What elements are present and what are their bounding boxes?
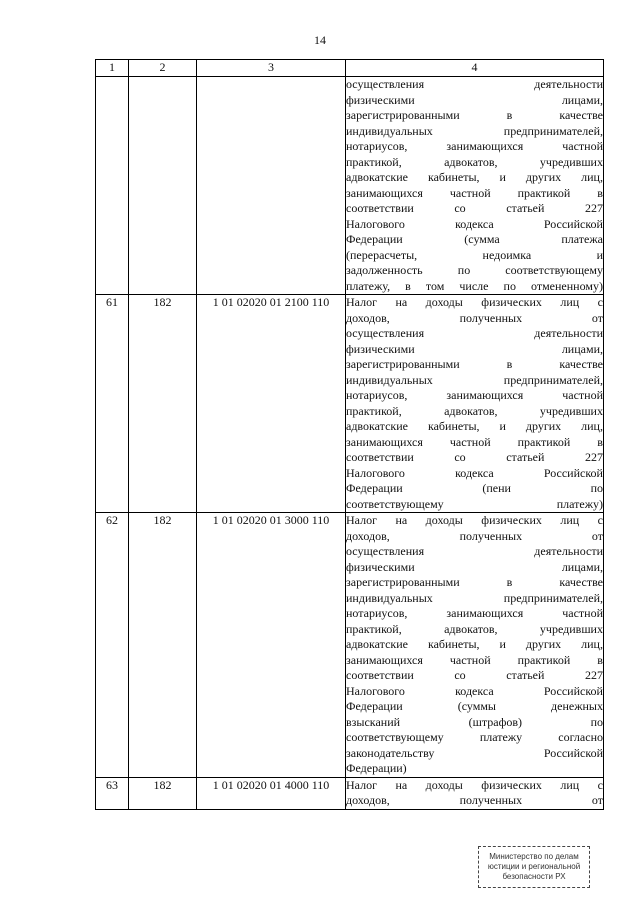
description-word: лиц, xyxy=(581,637,603,651)
stamp-line: безопасности РХ xyxy=(502,872,566,881)
description-word: практикой xyxy=(517,185,571,200)
admin-code xyxy=(129,77,197,295)
description-line xyxy=(346,201,603,217)
description-word: Федерации xyxy=(346,699,403,713)
description-word: зарегистрированными xyxy=(346,108,460,122)
description-line xyxy=(346,793,603,809)
header-col-2: 2 xyxy=(129,60,197,77)
description-word: в xyxy=(597,185,603,200)
description-word: числе xyxy=(459,278,489,293)
description-word: адвокатов, xyxy=(444,403,498,418)
description-word: Российской xyxy=(543,745,603,760)
description-line xyxy=(346,591,603,607)
description-line xyxy=(346,497,603,513)
description-word: частной xyxy=(562,388,603,402)
description-word: зарегистрированными xyxy=(346,357,460,371)
description-line xyxy=(346,357,603,373)
revenue-description xyxy=(346,513,604,778)
description-word: от xyxy=(591,528,603,543)
description-word: качестве xyxy=(559,357,603,371)
description-word: деятельности xyxy=(534,544,603,558)
description-word: доходов, xyxy=(346,793,390,807)
description-line xyxy=(346,295,603,311)
description-word: с xyxy=(597,777,603,792)
description-line xyxy=(346,653,603,669)
description-word: лиц xyxy=(560,513,580,527)
description-word: 227 xyxy=(584,450,603,464)
description-word: нотариусов, xyxy=(346,606,408,620)
description-word: по xyxy=(503,278,516,293)
description-line xyxy=(346,311,603,327)
description-word: том xyxy=(425,278,445,293)
description-word: индивидуальных xyxy=(346,123,433,138)
description-word: и xyxy=(596,247,603,262)
description-word: физических xyxy=(481,513,542,527)
revenue-description xyxy=(346,77,604,295)
description-line xyxy=(346,730,603,746)
description-word: Налогового xyxy=(346,216,405,231)
description-line xyxy=(346,93,603,109)
description-word: практикой, xyxy=(346,154,402,169)
description-word: других xyxy=(525,637,562,651)
stamp-line: юстиции и региональной xyxy=(487,862,581,871)
description-word: занимающихся xyxy=(446,606,524,620)
row-number: 63 xyxy=(96,777,129,809)
description-word: (штрафов) xyxy=(468,714,522,729)
description-word: частной xyxy=(562,606,603,620)
description-word: кабинеты, xyxy=(427,419,480,433)
description-word: лицами, xyxy=(561,341,603,356)
budget-classification-code: 1 01 02020 01 2100 110 xyxy=(197,295,346,513)
description-word: Налог xyxy=(346,295,378,309)
description-word: адвокатские xyxy=(346,419,408,433)
description-word: платежу) xyxy=(556,496,603,511)
description-word: недоимка xyxy=(482,247,532,262)
description-word: (пени xyxy=(482,481,511,495)
description-line xyxy=(346,342,603,358)
revenue-description xyxy=(346,777,604,809)
description-line xyxy=(346,684,603,700)
description-line xyxy=(346,108,603,124)
description-line xyxy=(346,139,603,155)
description-word: от xyxy=(591,310,603,325)
description-word: соответствующему xyxy=(346,496,444,511)
description-word: со xyxy=(454,450,466,464)
description-word: адвокатские xyxy=(346,637,408,651)
description-word: лицами, xyxy=(561,559,603,574)
description-word: кодекса xyxy=(455,465,494,480)
stamp-line: Министерство по делам xyxy=(489,852,579,861)
description-line xyxy=(346,450,603,466)
description-word: физических xyxy=(481,295,542,309)
admin-code: 182 xyxy=(129,295,197,513)
description-word: физических xyxy=(481,777,542,792)
description-word: соответствии xyxy=(346,668,414,682)
description-word: частной xyxy=(562,139,603,153)
description-word: частной xyxy=(449,185,491,200)
description-line xyxy=(346,388,603,404)
budget-classification-code xyxy=(197,77,346,295)
description-word: Федерации xyxy=(346,481,403,495)
description-word: соответствии xyxy=(346,450,414,464)
description-word: в xyxy=(405,278,411,293)
description-word: практикой xyxy=(517,434,571,449)
description-word: 227 xyxy=(584,201,603,215)
description-word: в xyxy=(506,108,513,122)
description-word: доходы xyxy=(425,777,463,792)
description-line xyxy=(346,186,603,202)
description-word: занимающихся xyxy=(446,139,524,153)
description-word: частной xyxy=(449,652,491,667)
table-row xyxy=(96,295,604,513)
description-word: занимающихся xyxy=(346,434,423,449)
description-line xyxy=(346,746,603,762)
description-word: осуществления xyxy=(346,544,425,558)
header-col-3: 3 xyxy=(197,60,346,77)
description-word: адвокатские xyxy=(346,170,408,184)
table-row xyxy=(96,777,604,809)
description-word: платежа xyxy=(561,232,603,246)
description-line xyxy=(346,622,603,638)
description-word: Налогового xyxy=(346,683,405,698)
description-word: практикой, xyxy=(346,621,402,636)
description-word: осуществления xyxy=(346,326,425,340)
description-line xyxy=(346,232,603,248)
description-word: лиц, xyxy=(581,419,603,433)
description-word: от xyxy=(591,793,603,807)
description-line xyxy=(346,715,603,731)
admin-code: 182 xyxy=(129,777,197,809)
description-line xyxy=(346,544,603,560)
description-line xyxy=(346,761,603,777)
description-word: Налогового xyxy=(346,465,405,480)
description-line xyxy=(346,778,603,794)
description-word: Налог xyxy=(346,513,378,527)
description-line xyxy=(346,279,603,295)
description-word: предпринимателей, xyxy=(503,372,603,387)
description-word: практикой, xyxy=(346,403,402,418)
description-word: занимающихся xyxy=(346,652,423,667)
description-line xyxy=(346,668,603,684)
description-word: адвокатов, xyxy=(444,621,498,636)
description-word: согласно xyxy=(558,730,603,744)
row-number: 62 xyxy=(96,513,129,778)
description-word: занимающихся xyxy=(446,388,524,402)
description-word: осуществления xyxy=(346,77,425,91)
description-line xyxy=(346,699,603,715)
header-col-1: 1 xyxy=(96,60,129,77)
description-line xyxy=(346,263,603,279)
description-word: Российской xyxy=(543,216,603,231)
description-word: деятельности xyxy=(534,77,603,91)
description-word: 227 xyxy=(584,668,603,682)
description-word: (суммы xyxy=(457,699,496,713)
description-word: на xyxy=(395,777,408,792)
description-word: доходов, xyxy=(346,528,390,543)
description-word: платежу xyxy=(479,730,523,744)
description-word: отмененному) xyxy=(530,278,603,293)
description-word: полученных xyxy=(459,310,523,325)
description-word: и xyxy=(499,170,506,184)
description-word: лиц, xyxy=(581,170,603,184)
description-word: на xyxy=(395,295,408,309)
description-word: предпринимателей, xyxy=(503,123,603,138)
description-word: физическими xyxy=(346,92,415,107)
description-word: предпринимателей, xyxy=(503,590,603,605)
description-line xyxy=(346,217,603,233)
description-word: физическими xyxy=(346,341,415,356)
description-word: лицами, xyxy=(561,92,603,107)
description-word: адвокатов, xyxy=(444,154,498,169)
description-line xyxy=(346,170,603,186)
table-header-row xyxy=(96,60,604,77)
description-word: полученных xyxy=(459,793,523,807)
description-word: Налог xyxy=(346,777,378,792)
description-word: Российской xyxy=(543,683,603,698)
description-line xyxy=(346,404,603,420)
description-word: в xyxy=(597,434,603,449)
description-word: нотариусов, xyxy=(346,139,408,153)
description-word: статьей xyxy=(506,668,545,682)
description-word: (сумма xyxy=(464,232,500,246)
description-word: соответствии xyxy=(346,201,414,215)
description-line xyxy=(346,513,603,529)
description-word: полученных xyxy=(459,528,523,543)
description-word: учредивших xyxy=(539,621,603,636)
description-word: качестве xyxy=(559,108,603,122)
description-word: учредивших xyxy=(539,403,603,418)
description-word: статьей xyxy=(506,450,545,464)
description-word: доходы xyxy=(425,513,463,527)
description-word: других xyxy=(525,170,562,184)
description-line xyxy=(346,124,603,140)
description-line xyxy=(346,373,603,389)
description-word: доходов, xyxy=(346,310,390,325)
row-number xyxy=(96,77,129,295)
table-row xyxy=(96,77,604,295)
description-word: кодекса xyxy=(455,683,494,698)
description-word: со xyxy=(454,668,466,682)
description-word: по xyxy=(457,263,471,277)
description-word: задолженность xyxy=(346,263,423,277)
description-word: соответствующему xyxy=(505,263,603,277)
description-word: учредивших xyxy=(539,154,603,169)
header-col-4: 4 xyxy=(346,60,604,77)
description-word: соответствующему xyxy=(346,730,444,744)
description-line xyxy=(346,326,603,342)
description-word: практикой xyxy=(517,652,571,667)
description-word: денежных xyxy=(551,699,603,713)
description-word: лиц xyxy=(560,295,580,309)
description-line xyxy=(346,575,603,591)
description-word: взысканий xyxy=(346,714,401,729)
description-line xyxy=(346,529,603,545)
description-word: кабинеты, xyxy=(427,170,480,184)
description-word: статьей xyxy=(506,201,545,215)
description-word: физическими xyxy=(346,559,415,574)
description-word: нотариусов, xyxy=(346,388,408,402)
description-word: зарегистрированными xyxy=(346,575,460,589)
description-line xyxy=(346,435,603,451)
description-word: доходы xyxy=(425,295,463,309)
description-word: в xyxy=(506,575,513,589)
description-line xyxy=(346,77,603,93)
description-word: лиц xyxy=(560,777,580,792)
revenue-description xyxy=(346,295,604,513)
description-word: индивидуальных xyxy=(346,372,433,387)
description-line xyxy=(346,637,603,653)
description-word: на xyxy=(395,513,408,527)
description-word: со xyxy=(454,201,466,215)
description-line xyxy=(346,466,603,482)
description-word: частной xyxy=(449,434,491,449)
description-line xyxy=(346,481,603,497)
ministry-stamp xyxy=(478,846,590,888)
description-line xyxy=(346,560,603,576)
description-word: индивидуальных xyxy=(346,590,433,605)
description-line xyxy=(346,155,603,171)
description-line xyxy=(346,606,603,622)
description-word: Российской xyxy=(543,465,603,480)
description-word: законодательству xyxy=(346,745,435,760)
description-word: по xyxy=(590,481,603,495)
description-word: и xyxy=(499,419,506,433)
description-word: Федерации xyxy=(346,232,403,246)
page-number: 14 xyxy=(314,33,326,47)
description-word: по xyxy=(590,714,603,729)
budget-codes-table xyxy=(95,59,604,810)
description-line xyxy=(346,419,603,435)
description-word: платежу, xyxy=(346,278,391,293)
description-line xyxy=(346,248,603,264)
description-word: и xyxy=(499,637,506,651)
row-number: 61 xyxy=(96,295,129,513)
table-row xyxy=(96,513,604,778)
admin-code: 182 xyxy=(129,513,197,778)
description-word: Федерации) xyxy=(346,761,407,775)
description-word: в xyxy=(506,357,513,371)
description-word: кабинеты, xyxy=(427,637,480,651)
description-word: кодекса xyxy=(455,216,494,231)
description-word: занимающихся xyxy=(346,185,423,200)
description-word: в xyxy=(597,652,603,667)
description-word: других xyxy=(525,419,562,433)
description-word: (перерасчеты, xyxy=(346,247,418,262)
budget-classification-code: 1 01 02020 01 3000 110 xyxy=(197,513,346,778)
description-word: качестве xyxy=(559,575,603,589)
description-word: деятельности xyxy=(534,326,603,340)
description-word: с xyxy=(597,295,603,309)
description-word: с xyxy=(597,513,603,527)
budget-classification-code: 1 01 02020 01 4000 110 xyxy=(197,777,346,809)
